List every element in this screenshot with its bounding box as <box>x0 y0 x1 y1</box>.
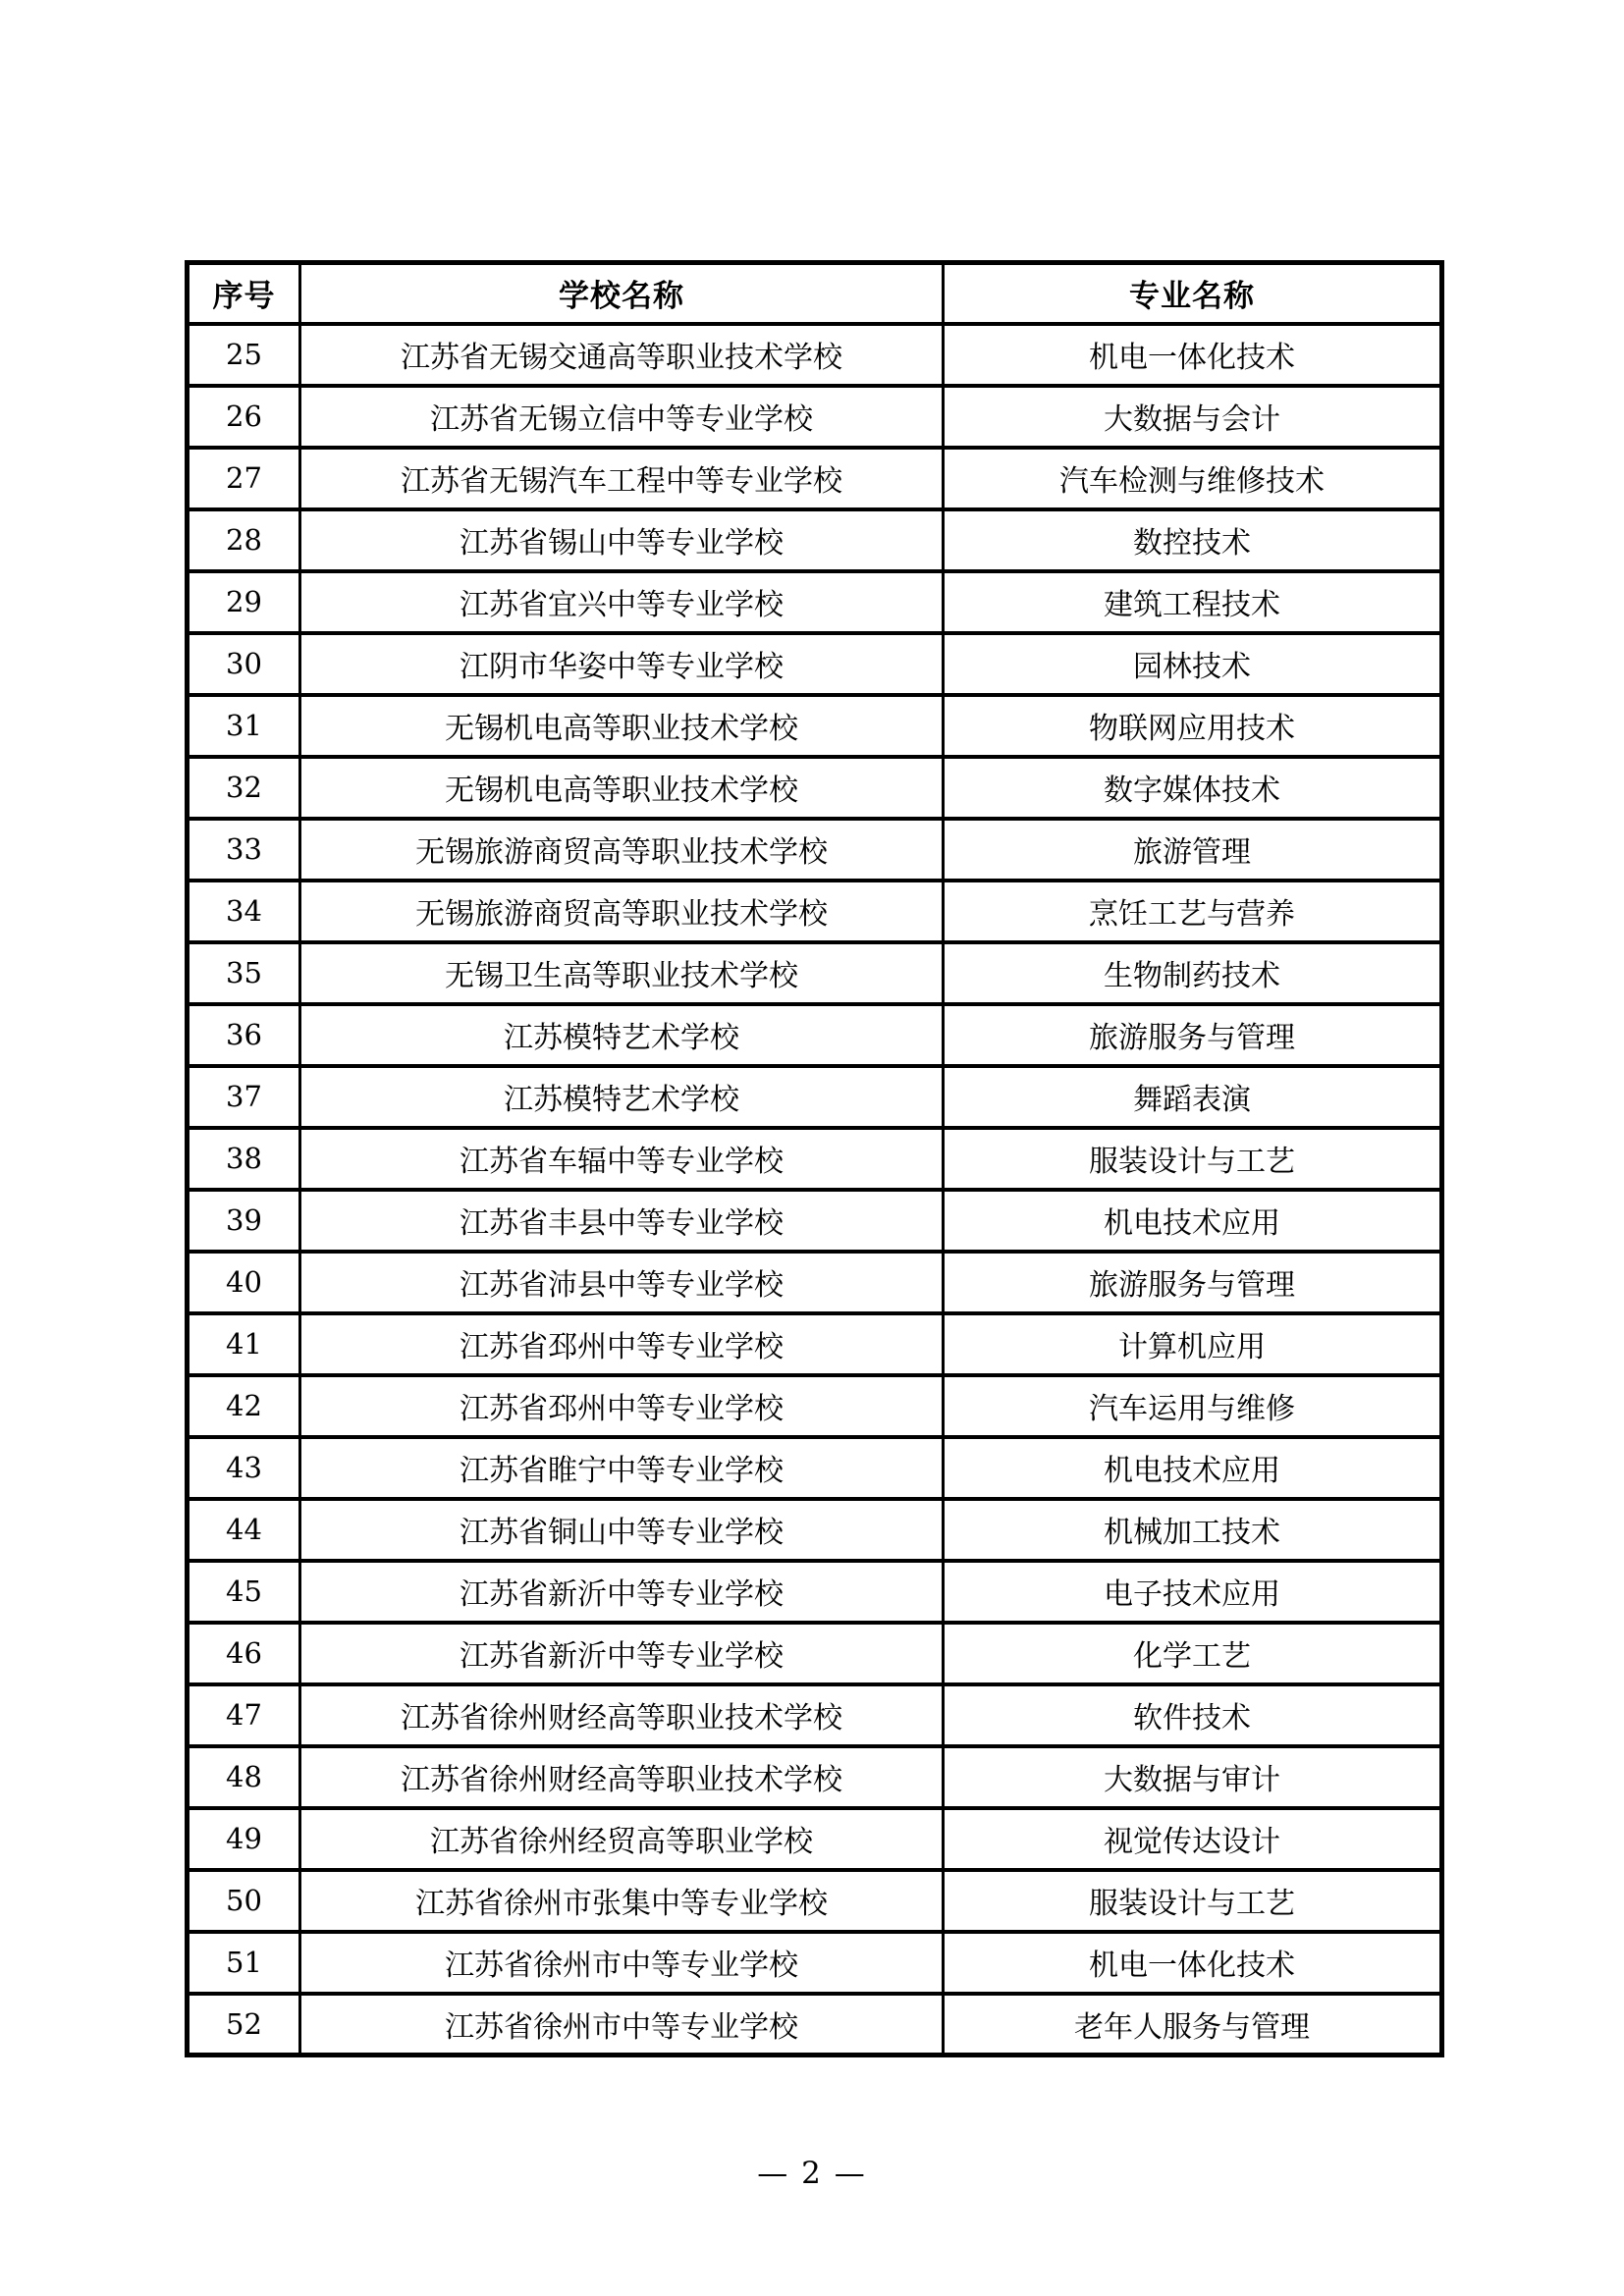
table-body <box>188 324 1442 2056</box>
serial-number-cell: 49 <box>188 1808 300 1870</box>
serial-number-cell: 50 <box>188 1870 300 1932</box>
school-name-cell: 无锡机电高等职业技术学校 <box>300 757 944 819</box>
serial-number-cell: 43 <box>188 1437 300 1499</box>
serial-number-cell: 41 <box>188 1313 300 1375</box>
table-row <box>188 571 1442 633</box>
major-name-cell: 汽车检测与维修技术 <box>944 448 1442 509</box>
major-name-cell: 数控技术 <box>944 509 1442 571</box>
table-row <box>188 633 1442 695</box>
table-row <box>188 1932 1442 1994</box>
school-name-cell: 江苏省无锡交通高等职业技术学校 <box>300 324 944 386</box>
major-name-cell: 机电技术应用 <box>944 1190 1442 1252</box>
serial-number-cell: 25 <box>188 324 300 386</box>
major-name-cell: 生物制药技术 <box>944 942 1442 1004</box>
serial-number-cell: 39 <box>188 1190 300 1252</box>
school-name-cell: 江苏模特艺术学校 <box>300 1004 944 1066</box>
table-row <box>188 1190 1442 1252</box>
table-row <box>188 1004 1442 1066</box>
header-school-name: 学校名称 <box>300 263 944 324</box>
table-row <box>188 1623 1442 1684</box>
school-name-cell: 江苏省徐州经贸高等职业学校 <box>300 1808 944 1870</box>
school-name-cell: 江苏省车辐中等专业学校 <box>300 1128 944 1190</box>
school-name-cell: 江苏省徐州市中等专业学校 <box>300 1994 944 2056</box>
major-name-cell: 建筑工程技术 <box>944 571 1442 633</box>
page-number: — 2 — <box>757 2156 867 2191</box>
serial-number-cell: 52 <box>188 1994 300 2056</box>
school-name-cell: 江苏省宜兴中等专业学校 <box>300 571 944 633</box>
major-name-cell: 服装设计与工艺 <box>944 1128 1442 1190</box>
major-name-cell: 机电技术应用 <box>944 1437 1442 1499</box>
major-name-cell: 大数据与会计 <box>944 386 1442 448</box>
table-row <box>188 1437 1442 1499</box>
school-name-cell: 江苏省邳州中等专业学校 <box>300 1375 944 1437</box>
serial-number-cell: 36 <box>188 1004 300 1066</box>
serial-number-cell: 33 <box>188 819 300 881</box>
major-name-cell: 机电一体化技术 <box>944 1932 1442 1994</box>
major-name-cell: 物联网应用技术 <box>944 695 1442 757</box>
school-name-cell: 江苏省徐州市张集中等专业学校 <box>300 1870 944 1932</box>
school-name-cell: 江苏省徐州财经高等职业技术学校 <box>300 1746 944 1808</box>
table-row <box>188 1313 1442 1375</box>
major-name-cell: 视觉传达设计 <box>944 1808 1442 1870</box>
school-name-cell: 无锡旅游商贸高等职业技术学校 <box>300 819 944 881</box>
table-row <box>188 881 1442 942</box>
table-row <box>188 695 1442 757</box>
school-name-cell: 江苏省徐州财经高等职业技术学校 <box>300 1684 944 1746</box>
major-name-cell: 软件技术 <box>944 1684 1442 1746</box>
serial-number-cell: 32 <box>188 757 300 819</box>
table-row <box>188 386 1442 448</box>
table-header <box>188 263 1442 324</box>
table-row <box>188 1066 1442 1128</box>
school-name-cell: 江苏省徐州市中等专业学校 <box>300 1932 944 1994</box>
table-row <box>188 1808 1442 1870</box>
school-name-cell: 江苏省新沂中等专业学校 <box>300 1561 944 1623</box>
major-name-cell: 大数据与审计 <box>944 1746 1442 1808</box>
major-name-cell: 数字媒体技术 <box>944 757 1442 819</box>
major-name-cell: 机械加工技术 <box>944 1499 1442 1561</box>
serial-number-cell: 35 <box>188 942 300 1004</box>
table-row <box>188 942 1442 1004</box>
table-row <box>188 1684 1442 1746</box>
table-row <box>188 1994 1442 2056</box>
school-name-cell: 江苏省铜山中等专业学校 <box>300 1499 944 1561</box>
serial-number-cell: 31 <box>188 695 300 757</box>
table-row <box>188 1375 1442 1437</box>
serial-number-cell: 37 <box>188 1066 300 1128</box>
major-name-cell: 舞蹈表演 <box>944 1066 1442 1128</box>
serial-number-cell: 47 <box>188 1684 300 1746</box>
major-name-cell: 园林技术 <box>944 633 1442 695</box>
school-name-cell: 无锡卫生高等职业技术学校 <box>300 942 944 1004</box>
serial-number-cell: 29 <box>188 571 300 633</box>
table-row <box>188 1252 1442 1313</box>
school-name-cell: 江苏省无锡立信中等专业学校 <box>300 386 944 448</box>
school-name-cell: 江苏省丰县中等专业学校 <box>300 1190 944 1252</box>
table-row <box>188 1128 1442 1190</box>
school-name-cell: 江苏省无锡汽车工程中等专业学校 <box>300 448 944 509</box>
major-name-cell: 计算机应用 <box>944 1313 1442 1375</box>
major-name-cell: 老年人服务与管理 <box>944 1994 1442 2056</box>
serial-number-cell: 51 <box>188 1932 300 1994</box>
serial-number-cell: 26 <box>188 386 300 448</box>
table-row <box>188 1561 1442 1623</box>
school-name-cell: 江苏省睢宁中等专业学校 <box>300 1437 944 1499</box>
serial-number-cell: 27 <box>188 448 300 509</box>
school-name-cell: 无锡机电高等职业技术学校 <box>300 695 944 757</box>
school-major-table <box>185 260 1444 2057</box>
serial-number-cell: 40 <box>188 1252 300 1313</box>
serial-number-cell: 45 <box>188 1561 300 1623</box>
school-name-cell: 江苏省锡山中等专业学校 <box>300 509 944 571</box>
school-name-cell: 无锡旅游商贸高等职业技术学校 <box>300 881 944 942</box>
table-row <box>188 324 1442 386</box>
table-row <box>188 1746 1442 1808</box>
major-name-cell: 电子技术应用 <box>944 1561 1442 1623</box>
table-row <box>188 757 1442 819</box>
school-name-cell: 江苏省沛县中等专业学校 <box>300 1252 944 1313</box>
school-name-cell: 江阴市华姿中等专业学校 <box>300 633 944 695</box>
serial-number-cell: 28 <box>188 509 300 571</box>
school-name-cell: 江苏模特艺术学校 <box>300 1066 944 1128</box>
major-name-cell: 化学工艺 <box>944 1623 1442 1684</box>
serial-number-cell: 30 <box>188 633 300 695</box>
table-row <box>188 819 1442 881</box>
school-name-cell: 江苏省新沂中等专业学校 <box>300 1623 944 1684</box>
school-name-cell: 江苏省邳州中等专业学校 <box>300 1313 944 1375</box>
serial-number-cell: 38 <box>188 1128 300 1190</box>
serial-number-cell: 44 <box>188 1499 300 1561</box>
header-row <box>188 263 1442 324</box>
serial-number-cell: 46 <box>188 1623 300 1684</box>
header-serial-number: 序号 <box>188 263 300 324</box>
serial-number-cell: 48 <box>188 1746 300 1808</box>
table-row <box>188 1870 1442 1932</box>
header-major-name: 专业名称 <box>944 263 1442 324</box>
major-name-cell: 旅游服务与管理 <box>944 1004 1442 1066</box>
table-row <box>188 1499 1442 1561</box>
table-row <box>188 448 1442 509</box>
major-name-cell: 汽车运用与维修 <box>944 1375 1442 1437</box>
major-name-cell: 旅游管理 <box>944 819 1442 881</box>
table-row <box>188 509 1442 571</box>
serial-number-cell: 42 <box>188 1375 300 1437</box>
major-name-cell: 服装设计与工艺 <box>944 1870 1442 1932</box>
serial-number-cell: 34 <box>188 881 300 942</box>
major-name-cell: 烹饪工艺与营养 <box>944 881 1442 942</box>
major-name-cell: 机电一体化技术 <box>944 324 1442 386</box>
major-name-cell: 旅游服务与管理 <box>944 1252 1442 1313</box>
